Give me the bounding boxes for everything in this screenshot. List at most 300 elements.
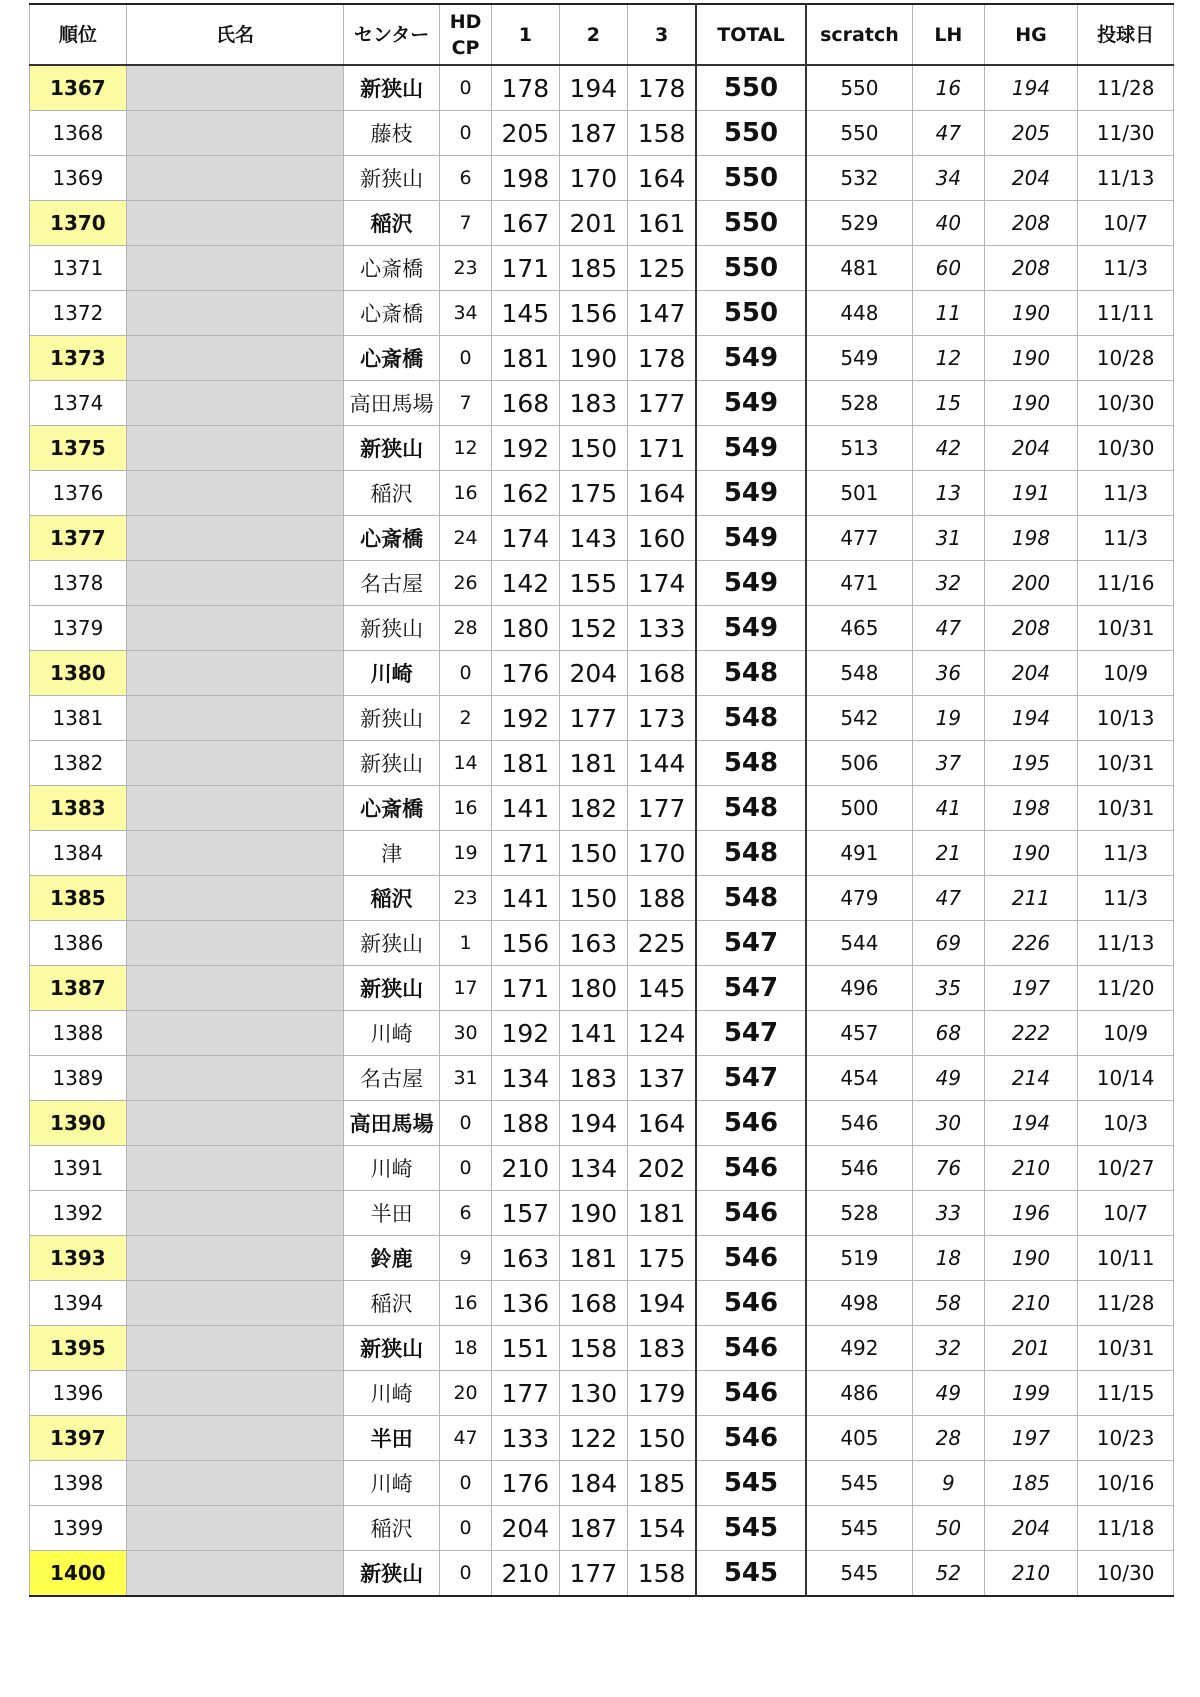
- header-total: TOTAL: [696, 4, 806, 65]
- header-game-2: 2: [559, 4, 628, 65]
- game-2-cell: 150: [559, 426, 628, 471]
- hdcp-cell: 26: [439, 561, 491, 606]
- center-cell: 新狭山: [344, 921, 440, 966]
- date-cell: 11/3: [1078, 246, 1174, 291]
- game-2-cell: 182: [559, 786, 628, 831]
- game-3-cell: 124: [628, 1011, 697, 1056]
- game-3-cell: 177: [628, 786, 697, 831]
- total-cell: 550: [696, 291, 806, 336]
- scratch-cell: 550: [806, 65, 913, 111]
- game-2-cell: 134: [559, 1146, 628, 1191]
- scratch-cell: 454: [806, 1056, 913, 1101]
- scratch-cell: 529: [806, 201, 913, 246]
- total-cell: 549: [696, 426, 806, 471]
- name-cell: [126, 201, 343, 246]
- table-row: [30, 651, 1174, 696]
- name-cell: [126, 1101, 343, 1146]
- lh-cell: 47: [912, 111, 984, 156]
- name-cell: [126, 966, 343, 1011]
- game-2-cell: 183: [559, 381, 628, 426]
- date-cell: 11/3: [1078, 831, 1174, 876]
- name-cell: [126, 561, 343, 606]
- hdcp-cell: 30: [439, 1011, 491, 1056]
- lh-cell: 12: [912, 336, 984, 381]
- center-cell: 新狭山: [344, 65, 440, 111]
- game-1-cell: 162: [492, 471, 559, 516]
- game-2-cell: 156: [559, 291, 628, 336]
- scratch-cell: 542: [806, 696, 913, 741]
- game-3-cell: 183: [628, 1326, 697, 1371]
- rank-cell: 1400: [30, 1551, 127, 1597]
- name-cell: [126, 1146, 343, 1191]
- hg-cell: 204: [984, 156, 1078, 201]
- hdcp-cell: 23: [439, 876, 491, 921]
- center-cell: 心斎橋: [344, 786, 440, 831]
- game-1-cell: 176: [492, 1461, 559, 1506]
- center-cell: 稲沢: [344, 876, 440, 921]
- total-cell: 547: [696, 921, 806, 966]
- date-cell: 10/7: [1078, 201, 1174, 246]
- lh-cell: 47: [912, 876, 984, 921]
- table-row: [30, 381, 1174, 426]
- game-2-cell: 194: [559, 65, 628, 111]
- center-cell: 心斎橋: [344, 246, 440, 291]
- total-cell: 549: [696, 561, 806, 606]
- hg-cell: 190: [984, 381, 1078, 426]
- rank-cell: 1397: [30, 1416, 127, 1461]
- lh-cell: 15: [912, 381, 984, 426]
- table-body: [30, 65, 1174, 1596]
- rank-cell: 1369: [30, 156, 127, 201]
- header-row: [30, 4, 1174, 65]
- center-cell: 川崎: [344, 1461, 440, 1506]
- table-row: [30, 1011, 1174, 1056]
- hdcp-cell: 16: [439, 786, 491, 831]
- hdcp-cell: 14: [439, 741, 491, 786]
- name-cell: [126, 741, 343, 786]
- table-row: [30, 426, 1174, 471]
- hdcp-cell: 7: [439, 201, 491, 246]
- game-1-cell: 171: [492, 246, 559, 291]
- hg-cell: 208: [984, 246, 1078, 291]
- rank-cell: 1381: [30, 696, 127, 741]
- hg-cell: 196: [984, 1191, 1078, 1236]
- game-1-cell: 171: [492, 966, 559, 1011]
- rank-cell: 1398: [30, 1461, 127, 1506]
- game-2-cell: 168: [559, 1281, 628, 1326]
- game-1-cell: 188: [492, 1101, 559, 1146]
- rank-cell: 1393: [30, 1236, 127, 1281]
- scratch-cell: 546: [806, 1101, 913, 1146]
- game-1-cell: 192: [492, 696, 559, 741]
- date-cell: 11/3: [1078, 876, 1174, 921]
- game-2-cell: 201: [559, 201, 628, 246]
- center-cell: 心斎橋: [344, 516, 440, 561]
- total-cell: 546: [696, 1236, 806, 1281]
- game-3-cell: 178: [628, 65, 697, 111]
- game-1-cell: 167: [492, 201, 559, 246]
- header-lh: LH: [912, 4, 984, 65]
- hg-cell: 208: [984, 606, 1078, 651]
- header-game-3: 3: [628, 4, 697, 65]
- rank-cell: 1383: [30, 786, 127, 831]
- game-3-cell: 150: [628, 1416, 697, 1461]
- total-cell: 547: [696, 1056, 806, 1101]
- lh-cell: 47: [912, 606, 984, 651]
- scratch-cell: 486: [806, 1371, 913, 1416]
- name-cell: [126, 156, 343, 201]
- hdcp-cell: 31: [439, 1056, 491, 1101]
- total-cell: 546: [696, 1281, 806, 1326]
- game-1-cell: 141: [492, 786, 559, 831]
- lh-cell: 31: [912, 516, 984, 561]
- center-cell: 半田: [344, 1416, 440, 1461]
- center-cell: 新狭山: [344, 966, 440, 1011]
- game-3-cell: 194: [628, 1281, 697, 1326]
- date-cell: 10/13: [1078, 696, 1174, 741]
- hg-cell: 197: [984, 1416, 1078, 1461]
- scratch-cell: 457: [806, 1011, 913, 1056]
- game-2-cell: 158: [559, 1326, 628, 1371]
- center-cell: 稲沢: [344, 201, 440, 246]
- date-cell: 10/31: [1078, 1326, 1174, 1371]
- lh-cell: 21: [912, 831, 984, 876]
- lh-cell: 32: [912, 1326, 984, 1371]
- game-2-cell: 180: [559, 966, 628, 1011]
- rank-cell: 1384: [30, 831, 127, 876]
- hg-cell: 185: [984, 1461, 1078, 1506]
- header-hdcp-line1: HD: [449, 10, 482, 33]
- lh-cell: 18: [912, 1236, 984, 1281]
- center-cell: 稲沢: [344, 1506, 440, 1551]
- game-1-cell: 145: [492, 291, 559, 336]
- lh-cell: 16: [912, 65, 984, 111]
- game-3-cell: 175: [628, 1236, 697, 1281]
- scratch-cell: 500: [806, 786, 913, 831]
- rank-cell: 1395: [30, 1326, 127, 1371]
- total-cell: 546: [696, 1416, 806, 1461]
- game-1-cell: 151: [492, 1326, 559, 1371]
- lh-cell: 52: [912, 1551, 984, 1597]
- scratch-cell: 545: [806, 1461, 913, 1506]
- total-cell: 545: [696, 1461, 806, 1506]
- hdcp-cell: 9: [439, 1236, 491, 1281]
- hg-cell: 190: [984, 831, 1078, 876]
- name-cell: [126, 921, 343, 966]
- center-cell: 新狭山: [344, 426, 440, 471]
- game-3-cell: 188: [628, 876, 697, 921]
- date-cell: 11/20: [1078, 966, 1174, 1011]
- lh-cell: 69: [912, 921, 984, 966]
- center-cell: 川崎: [344, 1371, 440, 1416]
- game-1-cell: 178: [492, 65, 559, 111]
- rank-cell: 1377: [30, 516, 127, 561]
- lh-cell: 33: [912, 1191, 984, 1236]
- table-header: [30, 4, 1174, 65]
- lh-cell: 42: [912, 426, 984, 471]
- center-cell: 新狭山: [344, 156, 440, 201]
- scratch-cell: 528: [806, 1191, 913, 1236]
- game-1-cell: 177: [492, 1371, 559, 1416]
- total-cell: 548: [696, 741, 806, 786]
- table-row: [30, 606, 1174, 651]
- hg-cell: 197: [984, 966, 1078, 1011]
- lh-cell: 13: [912, 471, 984, 516]
- game-3-cell: 144: [628, 741, 697, 786]
- name-cell: [126, 1416, 343, 1461]
- game-3-cell: 164: [628, 156, 697, 201]
- center-cell: 川崎: [344, 1011, 440, 1056]
- scratch-cell: 544: [806, 921, 913, 966]
- hdcp-cell: 0: [439, 1506, 491, 1551]
- table-row: [30, 876, 1174, 921]
- hg-cell: 204: [984, 426, 1078, 471]
- name-cell: [126, 291, 343, 336]
- game-3-cell: 170: [628, 831, 697, 876]
- lh-cell: 9: [912, 1461, 984, 1506]
- game-2-cell: 190: [559, 1191, 628, 1236]
- scratch-cell: 548: [806, 651, 913, 696]
- game-3-cell: 154: [628, 1506, 697, 1551]
- scratch-cell: 477: [806, 516, 913, 561]
- rank-cell: 1372: [30, 291, 127, 336]
- hdcp-cell: 6: [439, 156, 491, 201]
- total-cell: 549: [696, 516, 806, 561]
- table-row: [30, 1416, 1174, 1461]
- hdcp-cell: 0: [439, 111, 491, 156]
- total-cell: 548: [696, 876, 806, 921]
- game-3-cell: 185: [628, 1461, 697, 1506]
- name-cell: [126, 1191, 343, 1236]
- game-2-cell: 141: [559, 1011, 628, 1056]
- name-cell: [126, 786, 343, 831]
- lh-cell: 37: [912, 741, 984, 786]
- name-cell: [126, 1326, 343, 1371]
- total-cell: 550: [696, 201, 806, 246]
- game-2-cell: 155: [559, 561, 628, 606]
- game-3-cell: 181: [628, 1191, 697, 1236]
- total-cell: 549: [696, 471, 806, 516]
- total-cell: 546: [696, 1101, 806, 1146]
- total-cell: 545: [696, 1551, 806, 1597]
- header-hdcp-line2: CP: [451, 36, 480, 59]
- hg-cell: 194: [984, 1101, 1078, 1146]
- table-row: [30, 1461, 1174, 1506]
- rank-cell: 1367: [30, 65, 127, 111]
- hdcp-cell: 34: [439, 291, 491, 336]
- lh-cell: 19: [912, 696, 984, 741]
- rank-cell: 1392: [30, 1191, 127, 1236]
- game-2-cell: 177: [559, 696, 628, 741]
- game-1-cell: 210: [492, 1146, 559, 1191]
- hdcp-cell: 1: [439, 921, 491, 966]
- hdcp-cell: 0: [439, 1146, 491, 1191]
- name-cell: [126, 606, 343, 651]
- hg-cell: 214: [984, 1056, 1078, 1101]
- rank-cell: 1389: [30, 1056, 127, 1101]
- total-cell: 548: [696, 786, 806, 831]
- hdcp-cell: 28: [439, 606, 491, 651]
- name-cell: [126, 471, 343, 516]
- game-2-cell: 187: [559, 1506, 628, 1551]
- game-2-cell: 184: [559, 1461, 628, 1506]
- center-cell: 名古屋: [344, 1056, 440, 1101]
- hdcp-cell: 16: [439, 1281, 491, 1326]
- game-1-cell: 157: [492, 1191, 559, 1236]
- scratch-cell: 496: [806, 966, 913, 1011]
- header-hg: HG: [984, 4, 1078, 65]
- center-cell: 鈴鹿: [344, 1236, 440, 1281]
- game-3-cell: 164: [628, 1101, 697, 1146]
- header-name: 氏名: [126, 4, 343, 65]
- lh-cell: 11: [912, 291, 984, 336]
- game-3-cell: 158: [628, 111, 697, 156]
- date-cell: 10/16: [1078, 1461, 1174, 1506]
- rank-cell: 1382: [30, 741, 127, 786]
- scratch-cell: 549: [806, 336, 913, 381]
- center-cell: 稲沢: [344, 471, 440, 516]
- rank-cell: 1375: [30, 426, 127, 471]
- date-cell: 10/31: [1078, 786, 1174, 831]
- scratch-cell: 501: [806, 471, 913, 516]
- table-row: [30, 831, 1174, 876]
- game-3-cell: 171: [628, 426, 697, 471]
- rank-cell: 1373: [30, 336, 127, 381]
- total-cell: 546: [696, 1146, 806, 1191]
- center-cell: 新狭山: [344, 606, 440, 651]
- date-cell: 10/27: [1078, 1146, 1174, 1191]
- total-cell: 549: [696, 336, 806, 381]
- header-game-1: 1: [492, 4, 559, 65]
- date-cell: 10/14: [1078, 1056, 1174, 1101]
- rank-cell: 1371: [30, 246, 127, 291]
- game-2-cell: 122: [559, 1416, 628, 1461]
- hdcp-cell: 20: [439, 1371, 491, 1416]
- hg-cell: 198: [984, 516, 1078, 561]
- game-1-cell: 205: [492, 111, 559, 156]
- hdcp-cell: 47: [439, 1416, 491, 1461]
- game-2-cell: 185: [559, 246, 628, 291]
- hg-cell: 194: [984, 696, 1078, 741]
- scratch-cell: 498: [806, 1281, 913, 1326]
- scratch-cell: 405: [806, 1416, 913, 1461]
- center-cell: 川崎: [344, 1146, 440, 1191]
- total-cell: 550: [696, 65, 806, 111]
- rank-cell: 1376: [30, 471, 127, 516]
- rank-cell: 1396: [30, 1371, 127, 1416]
- date-cell: 10/3: [1078, 1101, 1174, 1146]
- game-3-cell: 179: [628, 1371, 697, 1416]
- lh-cell: 34: [912, 156, 984, 201]
- game-1-cell: 210: [492, 1551, 559, 1597]
- name-cell: [126, 831, 343, 876]
- date-cell: 10/31: [1078, 606, 1174, 651]
- table-row: [30, 201, 1174, 246]
- hg-cell: 210: [984, 1281, 1078, 1326]
- game-1-cell: 163: [492, 1236, 559, 1281]
- game-2-cell: 181: [559, 1236, 628, 1281]
- table-row: [30, 1101, 1174, 1146]
- game-1-cell: 174: [492, 516, 559, 561]
- table-row: [30, 1056, 1174, 1101]
- scratch-cell: 506: [806, 741, 913, 786]
- scratch-cell: 546: [806, 1146, 913, 1191]
- center-cell: 半田: [344, 1191, 440, 1236]
- game-2-cell: 130: [559, 1371, 628, 1416]
- header-center: センター: [344, 4, 440, 65]
- scratch-cell: 491: [806, 831, 913, 876]
- table-row: [30, 516, 1174, 561]
- center-cell: 新狭山: [344, 741, 440, 786]
- center-cell: 津: [344, 831, 440, 876]
- table-row: [30, 1146, 1174, 1191]
- game-1-cell: 192: [492, 426, 559, 471]
- rank-cell: 1386: [30, 921, 127, 966]
- total-cell: 549: [696, 606, 806, 651]
- table-row: [30, 1551, 1174, 1597]
- hg-cell: 191: [984, 471, 1078, 516]
- hdcp-cell: 12: [439, 426, 491, 471]
- hdcp-cell: 6: [439, 1191, 491, 1236]
- date-cell: 11/3: [1078, 516, 1174, 561]
- game-2-cell: 187: [559, 111, 628, 156]
- lh-cell: 30: [912, 1101, 984, 1146]
- table-row: [30, 471, 1174, 516]
- center-cell: 心斎橋: [344, 291, 440, 336]
- scratch-cell: 550: [806, 111, 913, 156]
- hg-cell: 204: [984, 1506, 1078, 1551]
- table-row: [30, 786, 1174, 831]
- rank-cell: 1387: [30, 966, 127, 1011]
- header-scratch: scratch: [806, 4, 913, 65]
- rank-cell: 1394: [30, 1281, 127, 1326]
- table-row: [30, 966, 1174, 1011]
- lh-cell: 28: [912, 1416, 984, 1461]
- hdcp-cell: 0: [439, 336, 491, 381]
- center-cell: 新狭山: [344, 696, 440, 741]
- game-3-cell: 174: [628, 561, 697, 606]
- rank-cell: 1399: [30, 1506, 127, 1551]
- center-cell: 新狭山: [344, 1551, 440, 1597]
- date-cell: 11/30: [1078, 111, 1174, 156]
- game-2-cell: 183: [559, 1056, 628, 1101]
- lh-cell: 60: [912, 246, 984, 291]
- name-cell: [126, 111, 343, 156]
- hdcp-cell: 16: [439, 471, 491, 516]
- date-cell: 11/18: [1078, 1506, 1174, 1551]
- table-row: [30, 1506, 1174, 1551]
- date-cell: 10/30: [1078, 381, 1174, 426]
- name-cell: [126, 696, 343, 741]
- hg-cell: 198: [984, 786, 1078, 831]
- hg-cell: 201: [984, 1326, 1078, 1371]
- game-2-cell: 143: [559, 516, 628, 561]
- name-cell: [126, 1461, 343, 1506]
- name-cell: [126, 516, 343, 561]
- header-date: 投球日: [1078, 4, 1174, 65]
- game-2-cell: 150: [559, 831, 628, 876]
- lh-cell: 32: [912, 561, 984, 606]
- header-rank: 順位: [30, 4, 127, 65]
- rank-cell: 1391: [30, 1146, 127, 1191]
- table-row: [30, 696, 1174, 741]
- game-3-cell: 160: [628, 516, 697, 561]
- total-cell: 546: [696, 1191, 806, 1236]
- lh-cell: 35: [912, 966, 984, 1011]
- game-3-cell: 177: [628, 381, 697, 426]
- game-1-cell: 181: [492, 741, 559, 786]
- hg-cell: 200: [984, 561, 1078, 606]
